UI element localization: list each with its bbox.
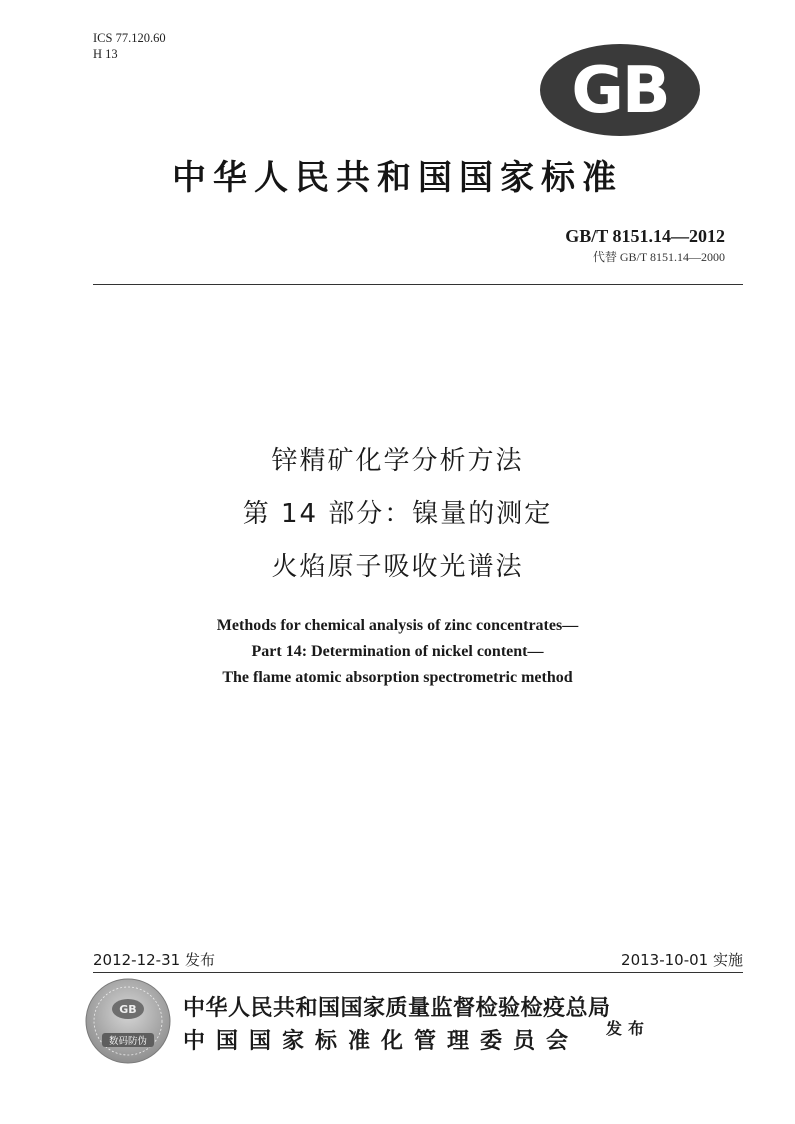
national-standard-title: 中华人民共和国国家标准 bbox=[172, 158, 623, 198]
title-cn-line-1: 锌精矿化学分析方法 bbox=[271, 446, 524, 476]
seal-text: 数码防伪 bbox=[108, 1036, 148, 1047]
anti-counterfeit-seal-icon bbox=[84, 977, 172, 1065]
issuer-2: 中国国家标准化管理委员会 bbox=[183, 1029, 580, 1054]
ics-code: ICS 77.120.60 bbox=[93, 31, 166, 45]
title-cn-line-3: 火焰原子吸收光谱法 bbox=[271, 552, 524, 582]
issuer-1: 中华人民共和国国家质量监督检验检疫总局 bbox=[183, 996, 611, 1021]
issue-date: 2012-12-31 发布 bbox=[93, 951, 215, 969]
gb-logo-text: GB bbox=[571, 54, 669, 128]
ccs-code: H 13 bbox=[93, 47, 118, 61]
title-cn-line-2: 第 14 部分：镍量的测定 bbox=[242, 499, 553, 529]
implementation-date: 2013-10-01 实施 bbox=[621, 951, 743, 969]
title-en-line-1: Methods for chemical analysis of zinc concentrates— bbox=[216, 617, 579, 634]
replaces-standard: 代替 GB/T 8151.14—2000 bbox=[592, 250, 725, 264]
top-divider bbox=[93, 284, 743, 285]
title-en-line-2: Part 14: Determination of nickel content— bbox=[251, 643, 544, 660]
gb-logo-icon bbox=[538, 42, 702, 138]
bottom-divider bbox=[93, 972, 743, 973]
issue-label: 发布 bbox=[606, 1019, 651, 1038]
title-en-line-3: The flame atomic absorption spectrometric method bbox=[222, 669, 573, 686]
standard-number: GB/T 8151.14—2012 bbox=[565, 226, 725, 246]
classification-codes bbox=[93, 30, 166, 62]
svg-text:GB: GB bbox=[119, 1003, 137, 1016]
